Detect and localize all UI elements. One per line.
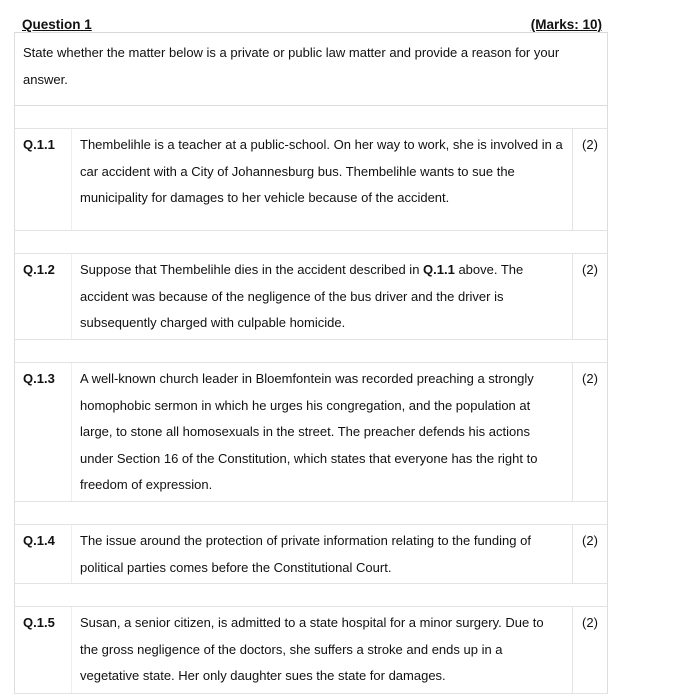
question-text — [71, 254, 573, 339]
total-marks: (Marks: 10) — [530, 17, 602, 32]
row-spacer — [14, 231, 608, 254]
question-marks: (2) — [582, 615, 598, 630]
question-row-1-2 — [14, 254, 608, 340]
question-text — [71, 607, 573, 693]
question-text-part: Suppose that Thembelihle dies in the accident described in — [80, 262, 424, 277]
question-text — [71, 129, 573, 230]
question-number: Q.1.5 — [23, 615, 55, 630]
question-reference: Q.1.1 — [423, 262, 455, 277]
question-row-1-4 — [14, 525, 608, 584]
question-number: Q.1.1 — [23, 137, 55, 152]
question-sheet — [14, 10, 608, 694]
question-header — [14, 10, 608, 33]
question-title: Question 1 — [22, 17, 92, 32]
question-row-1-5 — [14, 607, 608, 694]
question-text — [71, 363, 573, 501]
question-text-part: The issue around the protection of private information relating to the funding of political parties comes before the Constitutional Court. — [80, 533, 531, 575]
instructions: State whether the matter below is a private or public law matter and provide a reason for your answer. — [14, 33, 608, 106]
question-row-1-3 — [14, 363, 608, 502]
question-text-part: A well-known church leader in Bloemfontein was recorded preaching a strongly homophobic sermon in which he urges his congregation, and the population at large, to stone all homosexuals in the street. The preacher defends his actions under Section 16 of the Constitution, which states that everyone has the right to freedom of expression. — [80, 371, 538, 492]
question-text-part: above. The accident was because of the negligence of the bus driver and the driver is subsequently charged with culpable homicide. — [80, 262, 524, 330]
question-number: Q.1.3 — [23, 371, 55, 386]
question-marks: (2) — [582, 533, 598, 548]
row-spacer — [14, 106, 608, 129]
question-text-part: Susan, a senior citizen, is admitted to a state hospital for a minor surgery. Due to the gross negligence of the doctors, she suffers a stroke and ends up in a vegetative state. Her only daughter sues the state for damages. — [80, 615, 544, 683]
row-spacer — [14, 584, 608, 607]
question-number: Q.1.4 — [23, 533, 55, 548]
question-number: Q.1.2 — [23, 262, 55, 277]
question-marks: (2) — [582, 137, 598, 152]
row-spacer — [14, 502, 608, 525]
question-row-1-1 — [14, 129, 608, 231]
row-spacer — [14, 340, 608, 363]
question-text — [71, 525, 573, 583]
question-text-part: Thembelihle is a teacher at a public-school. On her way to work, she is involved in a car accident with a City of Johannesburg bus. Thembelihle wants to sue the municipality for damages to her vehicle because of the accident. — [80, 137, 563, 205]
question-marks: (2) — [582, 262, 598, 277]
question-marks: (2) — [582, 371, 598, 386]
